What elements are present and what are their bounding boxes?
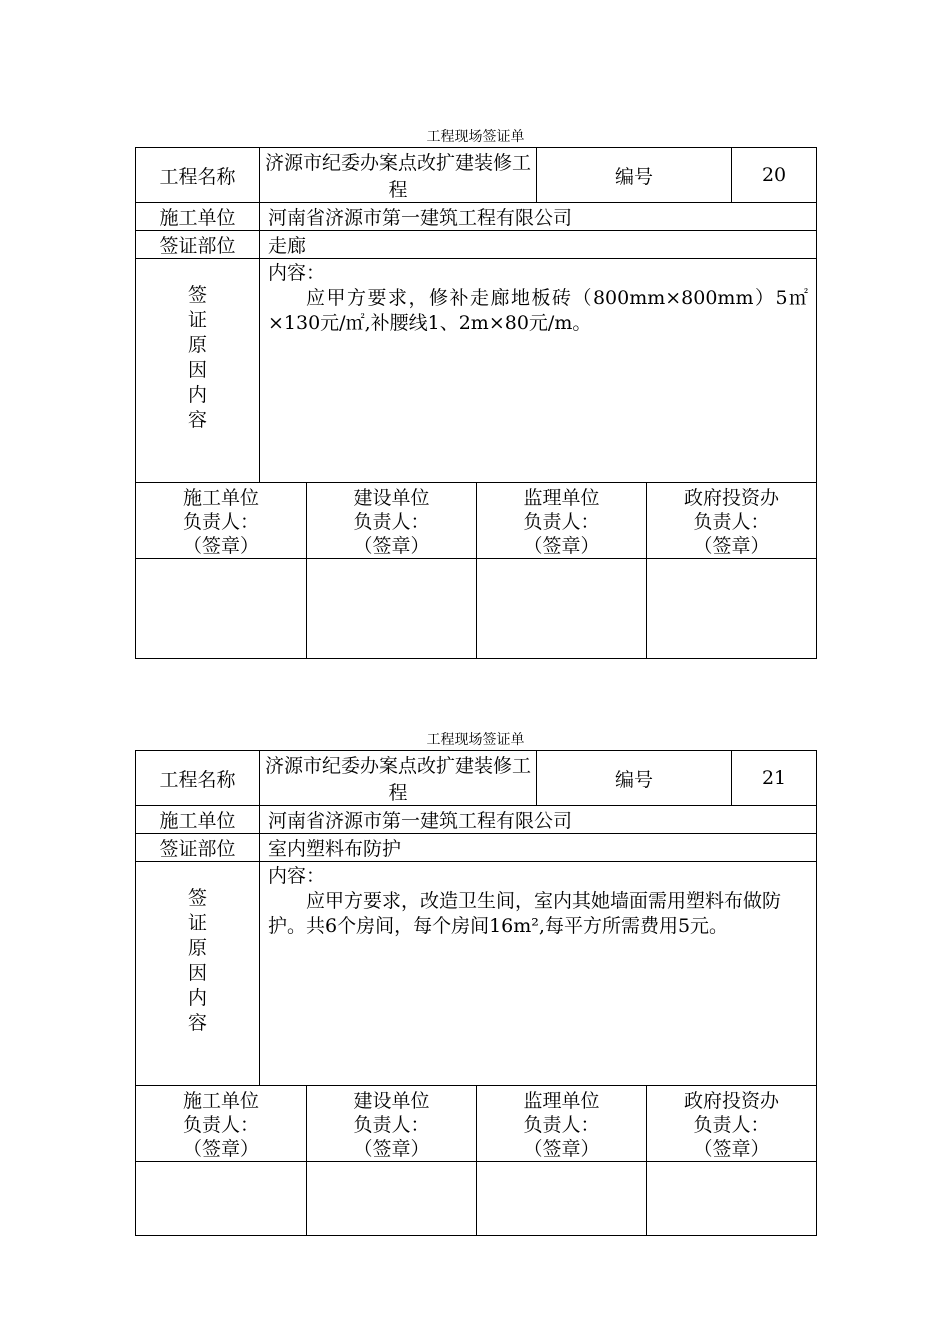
signer-seal: （签章） xyxy=(353,534,430,557)
signer-seal: （签章） xyxy=(693,1137,770,1160)
signature-box[interactable] xyxy=(477,559,647,659)
site-visa-form xyxy=(135,730,816,1236)
location-value: 走廊 xyxy=(260,231,817,259)
signer-person: 负责人： xyxy=(693,1113,770,1136)
signature-box[interactable] xyxy=(307,559,477,659)
reason-char: 内 xyxy=(187,987,207,1009)
signature-box[interactable] xyxy=(647,559,817,659)
signer-seal: （签章） xyxy=(182,534,259,557)
reason-char: 容 xyxy=(187,1012,207,1034)
signer-government xyxy=(647,483,817,559)
signature-box[interactable] xyxy=(647,1162,817,1236)
project-name-label: 工程名称 xyxy=(136,751,260,806)
contractor-label: 施工单位 xyxy=(136,203,260,231)
form-table xyxy=(135,750,817,1236)
signer-seal: （签章） xyxy=(693,534,770,557)
reason-char: 证 xyxy=(187,309,207,331)
contractor-value: 河南省济源市第一建筑工程有限公司 xyxy=(260,203,817,231)
signer-government xyxy=(647,1086,817,1162)
signer-seal: （签章） xyxy=(353,1137,430,1160)
reason-char: 因 xyxy=(187,359,207,381)
number-value: 21 xyxy=(732,751,817,806)
signer-owner xyxy=(307,1086,477,1162)
content-body: 应甲方要求，修补走廊地板砖（800mm×800mm）5㎡×130元/㎡,补腰线1、2m×80元/m。 xyxy=(268,287,809,334)
signer-person: 负责人： xyxy=(353,510,430,533)
number-value: 20 xyxy=(732,148,817,203)
signature-box[interactable] xyxy=(477,1162,647,1236)
signer-org: 政府投资办 xyxy=(684,486,780,509)
content-prefix: 内容： xyxy=(268,262,326,284)
contractor-value: 河南省济源市第一建筑工程有限公司 xyxy=(260,806,817,834)
reason-char: 证 xyxy=(187,912,207,934)
signer-org: 政府投资办 xyxy=(684,1089,780,1112)
reason-char: 签 xyxy=(187,887,207,909)
signer-org: 建设单位 xyxy=(353,1089,430,1112)
signer-seal: （签章） xyxy=(523,1137,600,1160)
signer-org: 监理单位 xyxy=(523,486,600,509)
signer-org: 建设单位 xyxy=(353,486,430,509)
signer-seal: （签章） xyxy=(523,534,600,557)
reason-label xyxy=(136,862,260,1086)
reason-content xyxy=(260,259,817,483)
signer-contractor xyxy=(136,483,307,559)
reason-content xyxy=(260,862,817,1086)
reason-char: 原 xyxy=(187,937,207,959)
project-name-value: 济源市纪委办案点改扩建装修工程 xyxy=(260,148,537,203)
signer-person: 负责人： xyxy=(353,1113,430,1136)
signature-box[interactable] xyxy=(307,1162,477,1236)
signer-contractor xyxy=(136,1086,307,1162)
reason-char: 原 xyxy=(187,334,207,356)
location-label: 签证部位 xyxy=(136,231,260,259)
signer-person: 负责人： xyxy=(182,1113,259,1136)
number-label: 编号 xyxy=(537,751,732,806)
signer-seal: （签章） xyxy=(182,1137,259,1160)
signature-box[interactable] xyxy=(136,1162,307,1236)
reason-char: 容 xyxy=(187,409,207,431)
content-body: 应甲方要求，改造卫生间，室内其她墙面需用塑料布做防护。共6个房间，每个房间16m²,每平方所需费用5元。 xyxy=(268,890,782,937)
number-label: 编号 xyxy=(537,148,732,203)
signer-org: 监理单位 xyxy=(523,1089,600,1112)
content-prefix: 内容： xyxy=(268,865,326,887)
location-value: 室内塑料布防护 xyxy=(260,834,817,862)
site-visa-form xyxy=(135,127,816,659)
signature-box[interactable] xyxy=(136,559,307,659)
reason-label xyxy=(136,259,260,483)
signer-org: 施工单位 xyxy=(182,1089,259,1112)
signer-supervisor xyxy=(477,1086,647,1162)
signer-person: 负责人： xyxy=(523,510,600,533)
location-label: 签证部位 xyxy=(136,834,260,862)
signer-owner xyxy=(307,483,477,559)
signer-supervisor xyxy=(477,483,647,559)
signer-org: 施工单位 xyxy=(182,486,259,509)
signer-person: 负责人： xyxy=(693,510,770,533)
contractor-label: 施工单位 xyxy=(136,806,260,834)
reason-char: 签 xyxy=(187,284,207,306)
project-name-label: 工程名称 xyxy=(136,148,260,203)
signer-person: 负责人： xyxy=(182,510,259,533)
form-table xyxy=(135,147,817,659)
project-name-value: 济源市纪委办案点改扩建装修工程 xyxy=(260,751,537,806)
form-title: 工程现场签证单 xyxy=(426,732,525,748)
reason-char: 内 xyxy=(187,384,207,406)
signer-person: 负责人： xyxy=(523,1113,600,1136)
reason-char: 因 xyxy=(187,962,207,984)
form-title: 工程现场签证单 xyxy=(426,129,525,145)
